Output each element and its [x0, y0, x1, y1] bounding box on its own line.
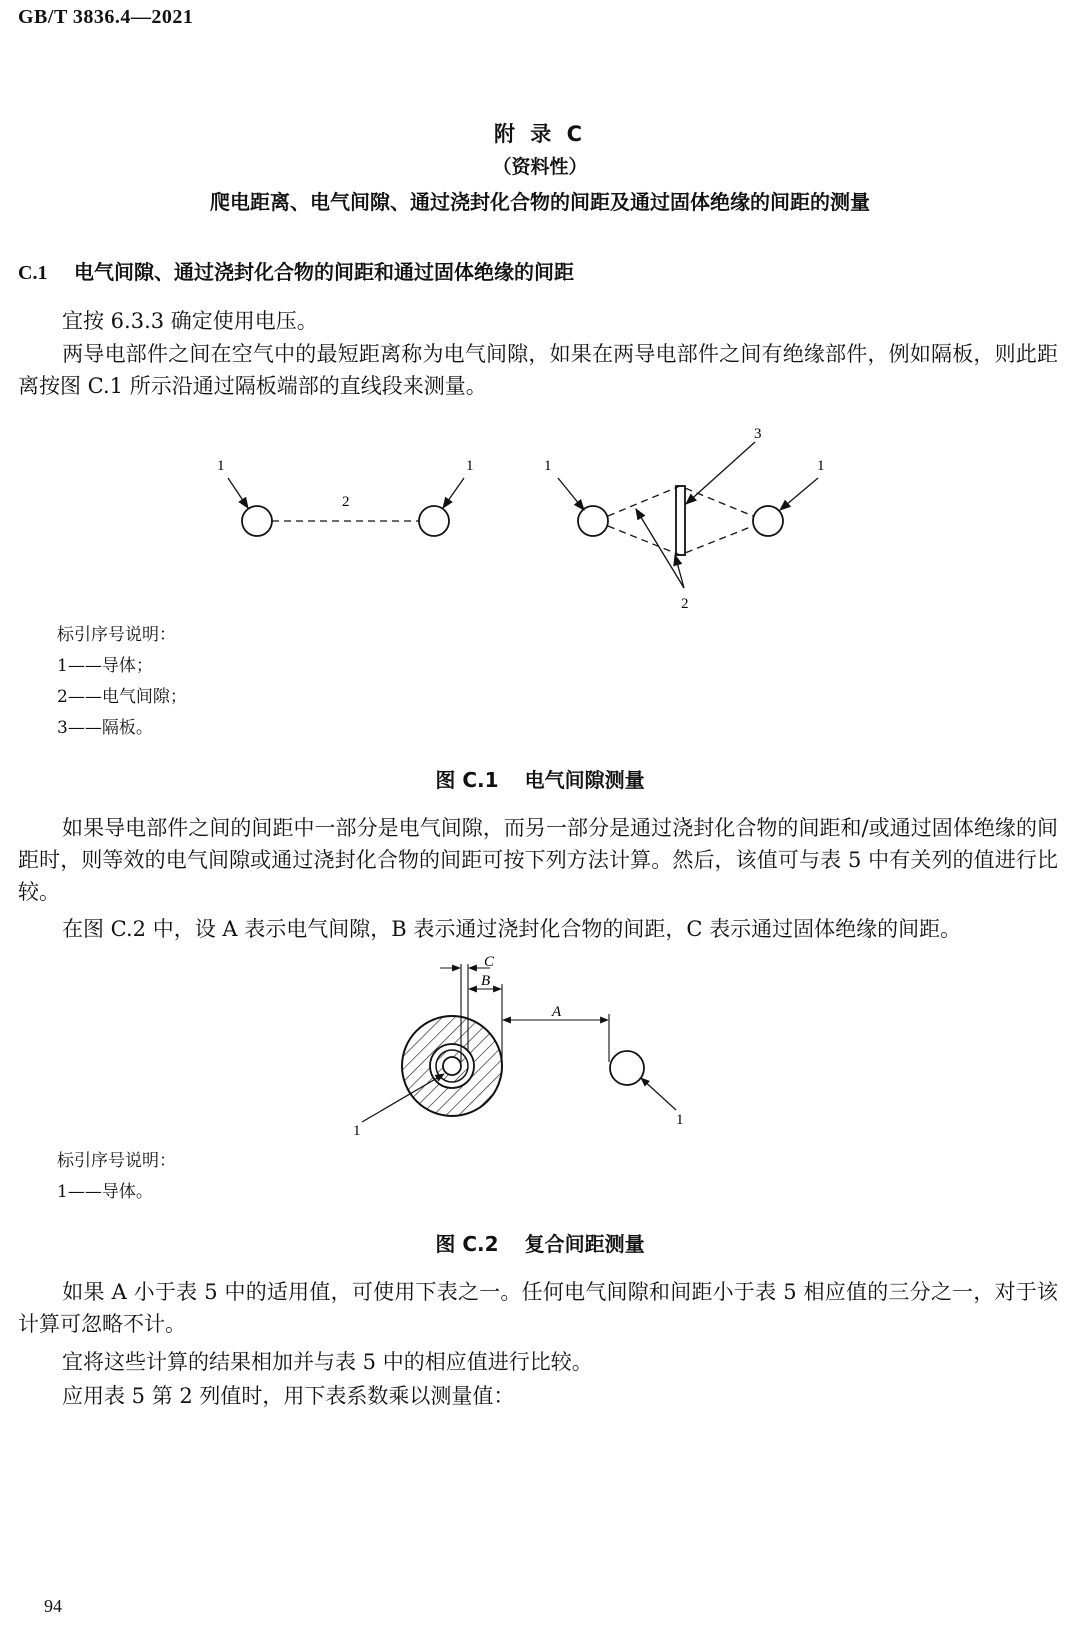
label-conductor-left-2: 1	[466, 458, 474, 474]
paragraph-2: 两导电部件之间在空气中的最短距离称为电气间隙，如果在两导电部件之间有绝缘部件，例如隔板，则此距离按图 C.1 所示沿通过隔板端部的直线段来测量。	[18, 342, 1058, 398]
label-conductor-left-1: 1	[217, 458, 225, 474]
conductor-circle	[610, 1051, 644, 1085]
key-item: 1——导体。	[57, 1182, 153, 1202]
paragraph-3: 如果导电部件之间的间距中一部分是电气间隙，而另一部分是通过浇封化合物的间距和/或通过固体绝缘的间距时，则等效的电气间隙或通过浇封化合物的间距可按下列方法计算。然后，该值可与表 5 中有关列的值进行比较。	[18, 816, 1058, 904]
figure-c1-drawing	[0, 420, 1080, 620]
key-title: 标引序号说明：	[57, 625, 176, 645]
paragraph-1: 宜按 6.3.3 确定使用电压。	[62, 309, 318, 333]
label-barrier: 3	[754, 426, 762, 442]
barrier-rect	[676, 486, 685, 555]
label-conductor-right-1: 1	[544, 458, 552, 474]
key-item: 1——导体；	[57, 656, 153, 676]
annex-subject: 爬电距离、电气间隙、通过浇封化合物的间距及通过固体绝缘的间距的测量	[210, 190, 870, 214]
annex-type: （资料性）	[492, 156, 588, 178]
figure-c1-key	[57, 620, 187, 744]
conductor-circle	[578, 506, 608, 536]
annex-title: 附 录 C	[493, 122, 587, 146]
section-heading	[18, 256, 574, 285]
label-c: C	[484, 954, 495, 970]
paragraph-7: 应用表 5 第 2 列值时，用下表系数乘以测量值：	[62, 1384, 515, 1408]
conductor-circle	[242, 506, 272, 536]
key-item: 3——隔板。	[57, 718, 153, 738]
label-conductor-right-2: 1	[817, 458, 825, 474]
label-a: A	[552, 1004, 562, 1020]
key-title: 标引序号说明：	[57, 1151, 176, 1171]
label-clearance-right: 2	[681, 596, 689, 612]
standard-id: GB/T 3836.4—2021	[18, 6, 194, 28]
label-conductor: 1	[676, 1112, 684, 1128]
label-clearance-left: 2	[342, 494, 350, 510]
page-number: 94	[44, 1596, 62, 1616]
section-title: 电气间隙、通过浇封化合物的间距和通过固体绝缘的间距	[74, 260, 574, 284]
key-item: 2——电气间隙；	[57, 687, 187, 707]
figure-c1-caption: 图 C.1 电气间隙测量	[435, 768, 645, 792]
paragraph-5: 如果 A 小于表 5 中的适用值，可使用下表之一。任何电气间隙和间距小于表 5 相应值的三分之一，对于该计算可忽略不计。	[18, 1280, 1058, 1336]
conductor-circle	[753, 506, 783, 536]
figure-c2-caption: 图 C.2 复合间距测量	[435, 1232, 645, 1256]
label-conductor: 1	[353, 1123, 361, 1139]
conductor-circle	[419, 506, 449, 536]
clearance-path-upper	[608, 486, 753, 516]
label-b: B	[481, 973, 491, 989]
paragraph-4: 在图 C.2 中，设 A 表示电气间隙，B 表示通过浇封化合物的间距，C 表示通过固体绝缘的间距。	[62, 917, 962, 941]
paragraph-6: 宜将这些计算的结果相加并与表 5 中的相应值进行比较。	[62, 1350, 593, 1374]
conductor-circle	[443, 1057, 461, 1075]
clearance-path-lower	[608, 526, 753, 555]
section-number: C.1	[18, 262, 48, 284]
figure-c2-drawing	[0, 950, 1080, 1145]
figure-c2-key	[57, 1146, 176, 1208]
